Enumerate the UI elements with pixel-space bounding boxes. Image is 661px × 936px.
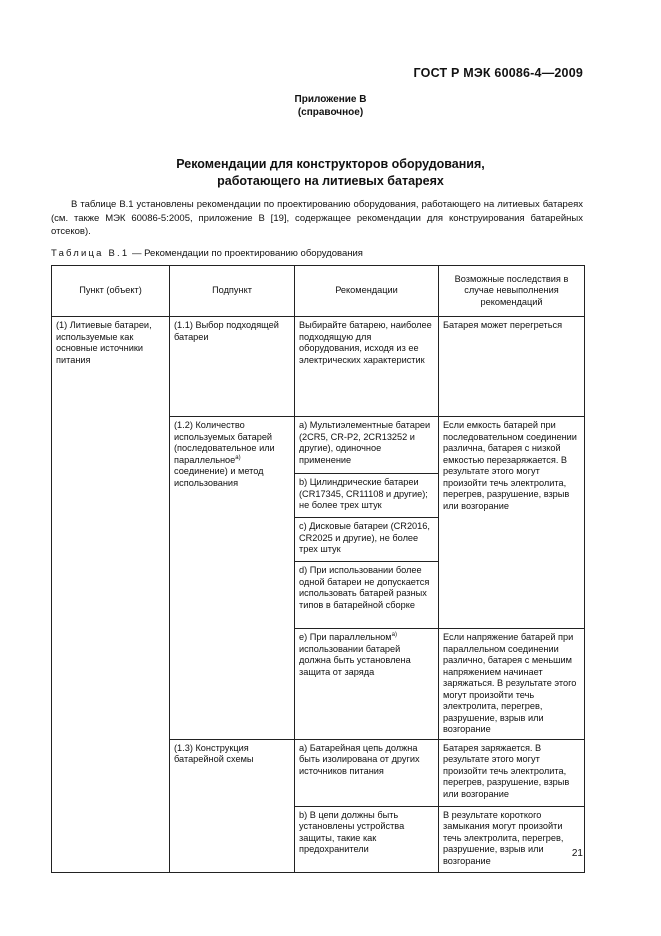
cell-item-1: (1) Литиевые батареи, используемые как основные источники питания bbox=[52, 317, 170, 873]
table-caption bbox=[51, 248, 363, 259]
table-header-row bbox=[52, 266, 585, 317]
cell-sub-1-2 bbox=[170, 417, 295, 740]
table-caption-text: — Рекомендации по проектированию оборудования bbox=[129, 248, 363, 259]
cell-rec-1-2c: с) Дисковые батареи (CR2016, CR2025 и другие), не более трех штук bbox=[295, 518, 439, 562]
cell-rec-1-2e bbox=[295, 629, 439, 740]
sub-1-2-text-a: (1.2) Количество используемых батарей (последовательное или параллельное bbox=[174, 420, 275, 465]
sub-1-2-text-b: соединение) и метод использования bbox=[174, 466, 264, 488]
cell-sub-1-1: (1.1) Выбор подходящей батареи bbox=[170, 317, 295, 417]
cell-cons-1-1: Батарея может перегреться bbox=[439, 317, 585, 417]
cell-sub-1-3: (1.3) Конструкция батарейной схемы bbox=[170, 739, 295, 872]
intro-paragraph: В таблице В.1 установлены рекомендации по проектированию оборудования, работающего на литиевых батареях (см. также МЭК 60086-5:2005, приложение В [19], содержащее рекомендации для конструирования батарейных отсеков). bbox=[51, 199, 583, 237]
cell-cons-1-3b: В результате короткого замыкания могут произойти течь электролита, перегрев, разрушение, взрыв или возгорание bbox=[439, 806, 585, 872]
standard-header: ГОСТ Р МЭК 60086-4—2009 bbox=[413, 66, 583, 80]
cell-rec-1-3b: b) В цепи должны быть установлены устройства защиты, такие как предохранители bbox=[295, 806, 439, 872]
footnote-marker: а) bbox=[391, 632, 397, 638]
recommendations-table bbox=[51, 265, 585, 873]
table-caption-prefix: Таблица В.1 bbox=[51, 248, 130, 259]
cell-rec-1-2a: а) Мультиэлементные батареи (2CR5, CR-P2, 2CR13252 и другие), одиночное применение bbox=[295, 417, 439, 474]
annex-title: Приложение В bbox=[294, 94, 367, 105]
cell-rec-1-3a: а) Батарейная цепь должна быть изолирована от других источников питания bbox=[295, 739, 439, 806]
cell-cons-1-2a: Если емкость батарей при последовательном соединении различна, батарея с низкой емкостью перезаряжается. В результате этого могут произойти течь электролита, перегрев, разрушение, взрыв или возгорание bbox=[439, 417, 585, 629]
footnote-marker: а) bbox=[235, 454, 241, 461]
rec-1-2e-text-b: использовании батарей должна быть установлена защита от заряда bbox=[299, 643, 411, 677]
header-consequences: Возможные последствия в случае невыполнения рекомендаций bbox=[439, 266, 585, 317]
annex-type: (справочное) bbox=[297, 107, 364, 118]
header-item: Пункт (объект) bbox=[52, 266, 170, 317]
table-row bbox=[52, 317, 585, 417]
cell-cons-1-3a: Батарея заряжается. В результате этого могут произойти течь электролита, перегрев, разрушение, взрыв или возгорание bbox=[439, 739, 585, 806]
header-subitem: Подпункт bbox=[170, 266, 295, 317]
cell-cons-1-2e: Если напряжение батарей при параллельном соединении различно, батарея с меньшим напряжением начинает заряжаться. В результате этого могут произойти течь электролита, перегрев, разрушение, взрыв или возгорание bbox=[439, 629, 585, 740]
heading-line-1: Рекомендации для конструкторов оборудования, bbox=[176, 157, 485, 171]
rec-1-2e-text-a: е) При параллельном bbox=[299, 632, 392, 642]
cell-rec-1-2d: d) При использовании более одной батареи не допускается использовать батарей разных типов в батарейной сборке bbox=[295, 562, 439, 629]
header-recommendations: Рекомендации bbox=[295, 266, 439, 317]
page-number: 21 bbox=[571, 848, 583, 859]
cell-rec-1-2b: b) Цилиндрические батареи (CR17345, CR11108 и другие); не более трех штук bbox=[295, 474, 439, 518]
heading-line-2: работающего на литиевых батареях bbox=[217, 174, 444, 188]
cell-rec-1-1: Выбирайте батарею, наиболее подходящую для оборудования, исходя из ее электрических характеристик bbox=[295, 317, 439, 417]
